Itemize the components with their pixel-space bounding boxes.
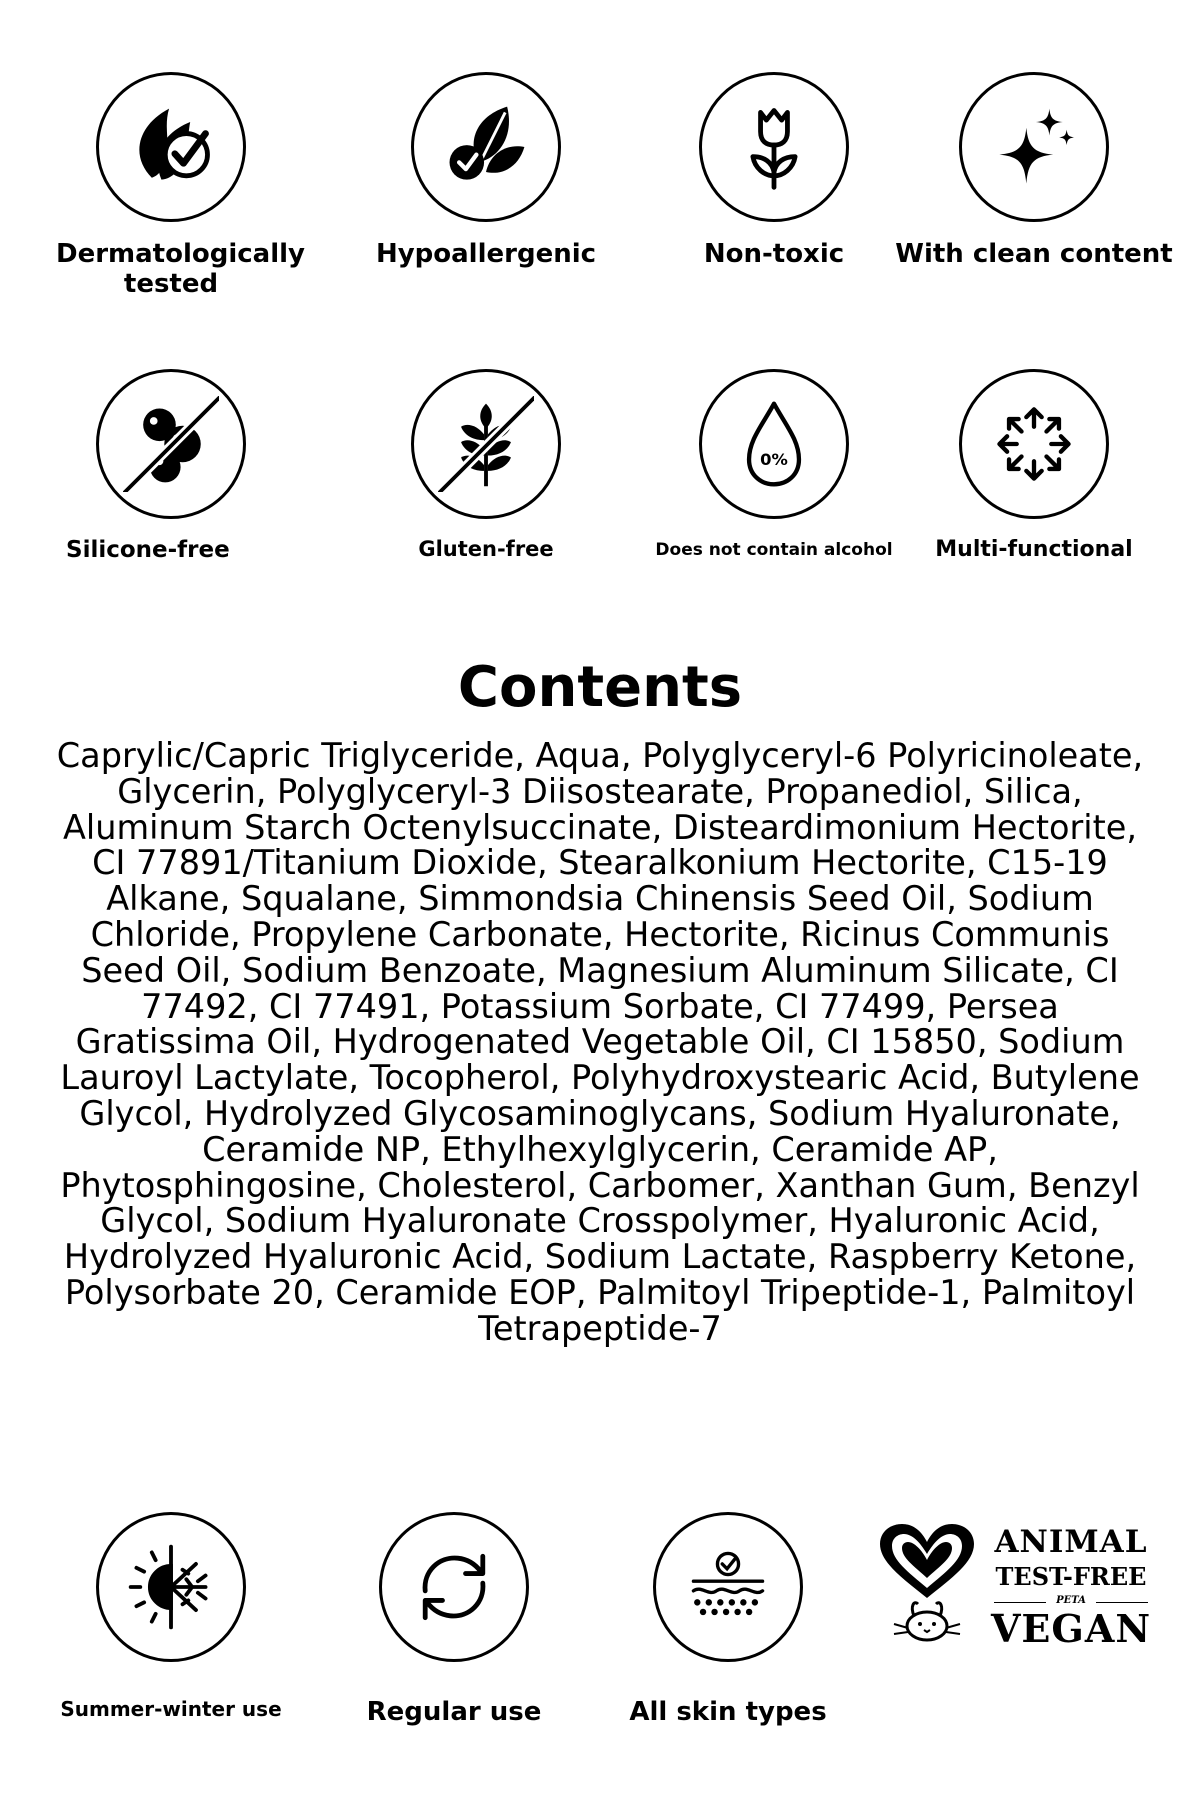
feature-summer-winter bbox=[31, 1512, 311, 1721]
drop-text: 0% bbox=[760, 450, 788, 470]
feature-regular-use bbox=[314, 1512, 594, 1728]
badge-line-test-free: TEST-FREE bbox=[995, 1562, 1147, 1591]
multi-arrows-icon bbox=[959, 369, 1109, 519]
leaf-check-icon bbox=[96, 72, 246, 222]
feature-clean-content bbox=[894, 72, 1174, 270]
feature-label: Regular use bbox=[366, 1697, 542, 1727]
feature-multi-functional bbox=[894, 369, 1174, 562]
feature-label: Dermatologically tested bbox=[56, 239, 305, 299]
feature-silicone-free bbox=[31, 369, 311, 563]
feature-label: Hypoallergenic bbox=[375, 239, 597, 269]
badge-line-vegan: VEGAN bbox=[990, 1606, 1152, 1651]
sun-snowflake-icon bbox=[96, 1512, 246, 1662]
feature-alcohol-free bbox=[634, 369, 914, 561]
feature-hypoallergenic bbox=[346, 72, 626, 270]
tulip-icon bbox=[699, 72, 849, 222]
feature-label: Gluten-free bbox=[418, 537, 554, 561]
feature-label: Silicone-free bbox=[66, 537, 230, 563]
feature-label: Summer-winter use bbox=[60, 1697, 282, 1721]
feature-dermatologically-tested bbox=[31, 72, 311, 300]
feature-gluten-free bbox=[346, 369, 626, 561]
feature-non-toxic bbox=[634, 72, 914, 270]
ingredients-list: Caprylic/Capric Triglyceride, Aqua, Polyglyceryl-6 Polyricinoleate, Glycerin, Polyglyceryl-3 Diisostearate, Propanediol, Silica, Aluminum Starch Octenylsuccinate, Disteardimonium Hectorite, CI 77891/Titanium Dioxide, Stearalkonium Hectorite, C15-19 Alkane, Squalane, Simmondsia Chinensis Seed Oil, Sodium Chloride, Propylene Carbonate, Hectorite, Ricinus Communis Seed Oil, Sodium Benzoate, Magnesium Aluminum Silicate, CI 77492, CI 77491, Potassium Sorbate, CI 77499, Persea Gratissima Oil, Hydrogenated Vegetable Oil, CI 15850, Sodium Lauroyl Lactylate, Tocopherol, Polyhydroxystearic Acid, Butylene Glycol, Hydrolyzed Glycosaminoglycans, Sodium Hyaluronate, Ceramide NP, Ethylhexylglycerin, Ceramide AP, Phytosphingosine, Cholesterol, Carbomer, Xanthan Gum, Benzyl Glycol, Sodium Hyaluronate Crosspolymer, Hyaluronic Acid, Hydrolyzed Hyaluronic Acid, Sodium Lactate, Raspberry Ketone, Polysorbate 20, Ceramide EOP, Palmitoyl Tripeptide-1, Palmitoyl Tetrapeptide-7 bbox=[56, 736, 1144, 1348]
badge-line-peta: PETA bbox=[990, 1595, 1152, 1606]
contents-title: Contents bbox=[457, 655, 743, 720]
alcohol-free-drop-icon bbox=[699, 369, 849, 519]
badge-line-animal: ANIMAL bbox=[994, 1524, 1148, 1560]
cycle-arrows-icon bbox=[379, 1512, 529, 1662]
silicone-free-icon bbox=[96, 369, 246, 519]
gluten-free-icon bbox=[411, 369, 561, 519]
skin-layers-icon bbox=[653, 1512, 803, 1662]
leaf-badge-icon bbox=[411, 72, 561, 222]
feature-label: Does not contain alcohol bbox=[655, 540, 893, 560]
sparkle-icon bbox=[959, 72, 1109, 222]
feature-label: Multi-functional bbox=[935, 537, 1133, 562]
feature-all-skin-types bbox=[588, 1512, 868, 1728]
feature-label: With clean content bbox=[895, 239, 1173, 269]
feature-label: Non-toxic bbox=[703, 239, 845, 269]
bunny-heart-icon bbox=[872, 1520, 982, 1650]
feature-label: All skin types bbox=[629, 1697, 827, 1727]
animal-test-free-vegan-badge bbox=[872, 1520, 1152, 1670]
badge-text bbox=[990, 1520, 1152, 1651]
